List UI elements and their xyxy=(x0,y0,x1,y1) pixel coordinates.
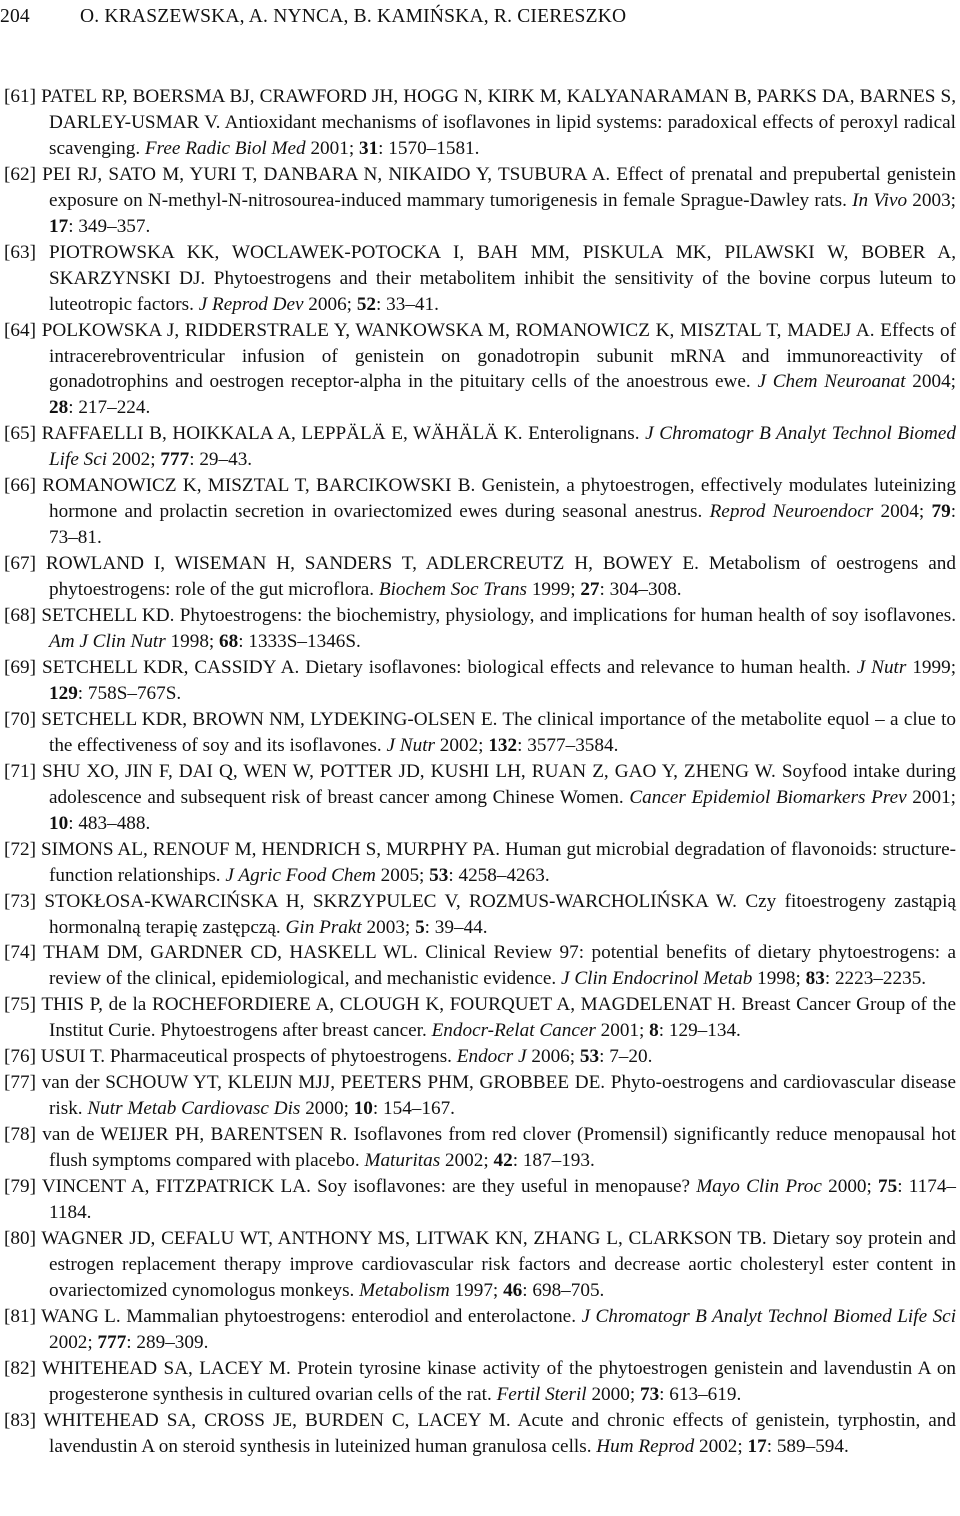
reference-number: [80] xyxy=(4,1227,36,1249)
reference-journal: Free Radic Biol Med xyxy=(144,137,306,159)
reference-year: 2000; xyxy=(828,1176,872,1198)
reference-number: [81] xyxy=(4,1305,36,1327)
reference-year: 2002; xyxy=(49,1331,93,1353)
reference-item xyxy=(4,1304,956,1356)
reference-year: 2004; xyxy=(912,371,957,393)
reference-journal: Metabolism xyxy=(359,1279,450,1301)
reference-authors: ROWLAND I, WISEMAN H, SANDERS T, ADLERCREUTZ H, BOWEY E. xyxy=(45,553,699,575)
reference-volume: 79 xyxy=(931,501,951,523)
reference-number: [78] xyxy=(4,1124,36,1146)
reference-item xyxy=(4,240,956,318)
reference-year: 2002; xyxy=(111,449,156,471)
reference-pages: : 698–705. xyxy=(522,1279,605,1301)
reference-item xyxy=(4,1122,956,1174)
reference-number: [63] xyxy=(4,241,36,263)
reference-journal: In Vivo xyxy=(852,189,908,211)
reference-item xyxy=(4,1044,956,1070)
reference-year: 1998; xyxy=(757,968,801,990)
reference-volume: 8 xyxy=(649,1020,659,1042)
reference-authors: VINCENT A, FITZPATRICK LA. xyxy=(41,1176,311,1198)
reference-volume: 17 xyxy=(747,1435,767,1457)
reference-year: 2002; xyxy=(439,734,484,756)
reference-year: 2003; xyxy=(366,916,411,938)
reference-volume: 5 xyxy=(415,916,425,938)
reference-volume: 10 xyxy=(49,812,69,834)
reference-number: [76] xyxy=(4,1046,36,1068)
reference-authors: USUI T. xyxy=(40,1046,106,1068)
reference-pages: : 3577–3584. xyxy=(517,734,619,756)
reference-year: 1997; xyxy=(454,1279,499,1301)
reference-pages: : 33–41. xyxy=(376,293,439,315)
reference-number: [71] xyxy=(4,760,36,782)
reference-pages: : 349–357. xyxy=(68,215,151,237)
reference-volume: 75 xyxy=(878,1176,898,1198)
reference-journal: Reprod Neuroendocr xyxy=(709,501,874,523)
reference-item xyxy=(4,1174,956,1226)
reference-title: Soy isoflavones: are they useful in menopause? xyxy=(317,1176,690,1198)
reference-item xyxy=(4,992,956,1044)
reference-number: [70] xyxy=(4,708,36,730)
reference-journal: Mayo Clin Proc xyxy=(696,1176,822,1198)
reference-authors: PATEL RP, BOERSMA BJ, CRAWFORD JH, HOGG N, KIRK M, KALYANARAMAN B, PARKS DA, BARNES S, DARLEY-USMAR V. xyxy=(41,86,957,133)
reference-item xyxy=(4,162,956,240)
reference-pages: : 39–44. xyxy=(424,916,488,938)
reference-item xyxy=(4,1356,956,1408)
reference-title: Breast Cancer Group of the Institut Curie. Phytoestrogens after breast cancer. xyxy=(49,994,956,1042)
reference-title: Clinical Review 97: potential benefits of dietary phytoestrogens: a review of the clinical, epidemiological, and mechanistic evidence. xyxy=(49,942,957,990)
reference-item xyxy=(4,1226,956,1304)
reference-authors: WHITEHEAD SA, CROSS JE, BURDEN C, LACEY M. xyxy=(43,1409,511,1431)
reference-title: Soyfood intake during adolescence and subsequent risk of breast cancer among Chinese Women. xyxy=(49,760,956,808)
reference-number: [61] xyxy=(4,86,36,107)
reference-number: [72] xyxy=(4,838,36,860)
reference-title: Pharmaceutical prospects of phytoestrogens. xyxy=(109,1046,452,1068)
reference-number: [65] xyxy=(4,423,36,445)
reference-title: Mammalian phytoestrogens: enterodiol and enterolactone. xyxy=(126,1305,576,1327)
reference-journal: Endocr-Relat Cancer xyxy=(431,1020,596,1042)
reference-number: [75] xyxy=(4,994,36,1016)
reference-volume: 777 xyxy=(97,1331,127,1353)
reference-title: Dietary isoflavones: biological effects and relevance to human health. xyxy=(305,656,851,678)
reference-item xyxy=(4,318,956,422)
reference-number: [67] xyxy=(4,553,36,575)
reference-pages: : 758S–767S. xyxy=(77,682,182,704)
reference-item xyxy=(4,84,956,162)
reference-volume: 129 xyxy=(49,682,78,704)
reference-number: [79] xyxy=(4,1176,36,1198)
reference-pages: : 129–134. xyxy=(658,1020,741,1042)
reference-pages: : 483–488. xyxy=(68,812,151,834)
reference-title: Effect of prenatal and prepubertal genistein exposure on N-methyl-N-nitrosourea-induced mammary tumorigenesis in female Sprague-Dawley rats. xyxy=(49,163,956,211)
reference-authors: THIS P, de la ROCHEFORDIERE A, CLOUGH K, FOURQUET A, MAGDELENAT H. xyxy=(41,994,736,1016)
reference-volume: 68 xyxy=(219,631,239,653)
reference-authors: van de WEIJER PH, BARENTSEN R. xyxy=(42,1124,348,1146)
reference-journal: J Clin Endocrinol Metab xyxy=(561,968,753,990)
reference-title: Isoflavones from red clover (Promensil) significantly reduce menopausal hot flush symptoms compared with placebo. xyxy=(49,1124,957,1172)
reference-volume: 28 xyxy=(49,397,69,419)
reference-number: [66] xyxy=(4,475,36,497)
reference-volume: 53 xyxy=(579,1046,600,1068)
reference-pages: : 613–619. xyxy=(659,1383,742,1405)
reference-year: 2005; xyxy=(380,864,425,886)
reference-authors: WAGNER JD, CEFALU WT, ANTHONY MS, LITWAK KN, ZHANG L, CLARKSON TB. xyxy=(41,1227,767,1249)
reference-item xyxy=(4,603,956,655)
reference-title: Phytoestrogens and their metabolitem inhibit the sensitivity of the bovine corpus luteum to luteotropic factors. xyxy=(49,267,956,315)
reference-title: Phyto-oestrogens and cardiovascular disease risk. xyxy=(49,1072,957,1120)
reference-volume: 17 xyxy=(49,215,69,237)
reference-authors: THAM DM, GARDNER CD, HASKELL WL. xyxy=(43,942,418,964)
reference-volume: 31 xyxy=(358,137,379,159)
reference-pages: : 4258–4263. xyxy=(448,864,550,886)
reference-item xyxy=(4,551,956,603)
reference-year: 1999; xyxy=(531,579,576,601)
reference-authors: PEI RJ, SATO M, YURI T, DANBARA N, NIKAIDO Y, TSUBURA A. xyxy=(42,163,611,185)
reference-title: Czy fitoestrogeny zastąpią hormonalną terapię zastępczą. xyxy=(49,890,956,938)
reference-authors: POLKOWSKA J, RIDDERSTRALE Y, WANKOWSKA M, ROMANOWICZ K, MISZTAL T, MADEJ A. xyxy=(41,319,875,341)
reference-number: [62] xyxy=(4,163,36,185)
reference-item xyxy=(4,759,956,837)
reference-title: Antioxidant mechanisms of isoflavones in lipid systems: paradoxical effects of peroxyl radical scavenging. xyxy=(49,111,956,159)
reference-journal: J Chromatogr B Analyt Technol Biomed Life Sci xyxy=(581,1305,957,1327)
reference-volume: 10 xyxy=(353,1098,373,1120)
reference-year: 1999; xyxy=(912,656,957,678)
reference-pages: : 187–193. xyxy=(512,1150,595,1172)
reference-pages: : 154–167. xyxy=(372,1098,455,1120)
reference-authors: SIMONS AL, RENOUF M, HENDRICH S, MURPHY PA. xyxy=(40,838,501,860)
reference-year: 2001; xyxy=(912,786,957,808)
reference-number: [82] xyxy=(4,1357,36,1379)
reference-title: Phytoestrogens: the biochemistry, physiology, and implications for human health of soy isoflavones. xyxy=(179,605,957,627)
reference-year: 1998; xyxy=(170,631,215,653)
reference-volume: 83 xyxy=(805,968,825,990)
reference-journal: Nutr Metab Cardiovasc Dis xyxy=(87,1098,301,1120)
reference-pages: : 73–81. xyxy=(49,501,957,549)
reference-volume: 42 xyxy=(493,1150,513,1172)
reference-authors: ROMANOWICZ K, MISZTAL T, BARCIKOWSKI B. xyxy=(42,475,476,497)
reference-volume: 132 xyxy=(488,734,518,756)
reference-title: Effects of intracerebroventricular infusion of genistein on gonadotropin subunit mRNA and immunoreactivity of gonadotrophins and oestrogen receptor-alpha in the pituitary cells of the anoestrous ewe. xyxy=(49,319,957,393)
reference-item xyxy=(4,421,956,473)
reference-volume: 27 xyxy=(580,579,600,601)
reference-title: Genistein, a phytoestrogen, effectively modulates luteinizing hormone and prolactin secretion in ovariectomized ewes during seasonal anestrus. xyxy=(49,475,957,523)
reference-year: 2006; xyxy=(308,293,353,315)
reference-pages: : 1174–1184. xyxy=(49,1176,957,1223)
page-number: 204 xyxy=(0,6,30,27)
reference-pages: : 29–43. xyxy=(189,449,253,471)
reference-title: The clinical importance of the metabolite equol – a clue to the effectiveness of soy and its isoflavones. xyxy=(49,708,957,756)
reference-list xyxy=(4,84,956,1460)
reference-number: [73] xyxy=(4,890,36,912)
reference-title: Human gut microbial degradation of flavonoids: structure-function relationships. xyxy=(49,838,957,886)
reference-pages: : 289–309. xyxy=(126,1331,209,1353)
reference-authors: SHU XO, JIN F, DAI Q, WEN W, POTTER JD, KUSHI LH, RUAN Z, GAO Y, ZHENG W. xyxy=(42,760,776,782)
reference-journal: Maturitas xyxy=(364,1150,441,1172)
reference-volume: 53 xyxy=(429,864,449,886)
reference-journal: Am J Clin Nutr xyxy=(49,631,166,653)
reference-title: Dietary soy protein and estrogen replacement therapy improve cardiovascular risk factors and decrease aortic cholesteryl ester content in ovariectomized cynomologus monkeys. xyxy=(49,1227,956,1301)
reference-item xyxy=(4,837,956,889)
reference-volume: 73 xyxy=(639,1383,660,1405)
reference-item xyxy=(4,707,956,759)
reference-authors: WANG L. xyxy=(41,1305,121,1327)
reference-volume: 52 xyxy=(356,293,376,315)
reference-item xyxy=(4,1408,956,1460)
reference-item xyxy=(4,655,956,707)
reference-authors: SETCHELL KD. xyxy=(41,605,175,627)
reference-authors: RAFFAELLI B, HOIKKALA A, LEPPÄLÄ E, WÄHÄLÄ K. xyxy=(41,423,523,445)
reference-item xyxy=(4,940,956,992)
reference-year: 2004; xyxy=(880,501,925,523)
reference-title: Protein tyrosine kinase activity of the phytoestrogen genistein and lavendustin A on progesterone synthesis in cultured ovarian cells of the rat. xyxy=(49,1357,957,1405)
reference-pages: : 217–224. xyxy=(68,397,151,419)
reference-authors: STOKŁOSA-KWARCIŃSKA H, SKRZYPULEC V, ROZMUS-WARCHOLIŃSKA W. xyxy=(44,890,737,912)
reference-authors: SETCHELL KDR, CASSIDY A. xyxy=(41,656,300,678)
reference-volume: 46 xyxy=(503,1279,523,1301)
reference-authors: van der SCHOUW YT, KLEIJN MJJ, PEETERS PHM, GROBBEE DE. xyxy=(41,1072,606,1094)
reference-journal: Fertil Steril xyxy=(496,1383,587,1405)
reference-year: 2003; xyxy=(912,189,957,211)
reference-number: [64] xyxy=(4,319,36,341)
reference-pages: : 304–308. xyxy=(599,579,682,601)
reference-pages: : 7–20. xyxy=(599,1046,653,1068)
reference-year: 2002; xyxy=(698,1435,743,1457)
reference-journal: Biochem Soc Trans xyxy=(378,579,528,601)
reference-pages: : 589–594. xyxy=(766,1435,849,1457)
page-header xyxy=(0,6,960,30)
reference-journal: J Nutr xyxy=(856,656,907,678)
reference-year: 2002; xyxy=(444,1150,489,1172)
reference-number: [68] xyxy=(4,605,36,627)
reference-pages: : 1333S–1346S. xyxy=(238,631,361,653)
reference-authors: WHITEHEAD SA, LACEY M. xyxy=(42,1357,291,1379)
reference-journal: J Reprod Dev xyxy=(198,293,304,315)
reference-journal: Cancer Epidemiol Biomarkers Prev xyxy=(629,786,907,808)
reference-pages: : 1570–1581. xyxy=(378,137,480,159)
reference-journal: Endocr J xyxy=(456,1046,527,1068)
reference-journal: J Chromatogr B Analyt Technol Biomed Life Sci xyxy=(49,423,957,471)
reference-number: [74] xyxy=(4,942,36,964)
reference-year: 2006; xyxy=(531,1046,576,1068)
reference-journal: Hum Reprod xyxy=(596,1435,695,1457)
reference-title: Metabolism of oestrogens and phytoestrogens: role of the gut microflora. xyxy=(49,553,956,601)
running-head: O. KRASZEWSKA, A. NYNCA, B. KAMIŃSKA, R. CIERESZKO xyxy=(80,6,627,27)
reference-volume: 777 xyxy=(160,449,190,471)
reference-journal: J Chem Neuroanat xyxy=(757,371,906,393)
reference-number: [77] xyxy=(4,1072,36,1094)
reference-authors: PIOTROWSKA KK, WOCLAWEK-POTOCKA I, BAH MM, PISKULA MK, PILAWSKI W, BOBER A, SKARZYNSKI DJ. xyxy=(49,241,957,289)
reference-journal: J Agric Food Chem xyxy=(225,864,376,886)
reference-year: 2001; xyxy=(600,1020,645,1042)
reference-year: 2000; xyxy=(305,1098,349,1120)
reference-journal: Gin Prakt xyxy=(285,916,362,938)
reference-authors: SETCHELL KDR, BROWN NM, LYDEKING-OLSEN E. xyxy=(41,708,498,730)
reference-pages: : 2223–2235. xyxy=(824,968,927,990)
reference-item xyxy=(4,473,956,551)
reference-number: [83] xyxy=(4,1409,36,1431)
reference-item xyxy=(4,889,956,941)
reference-year: 2000; xyxy=(591,1383,636,1405)
reference-number: [69] xyxy=(4,656,36,678)
reference-title: Enterolignans. xyxy=(528,423,640,445)
reference-title: Acute and chronic effects of genistein, tyrphostin, and lavendustin A on steroid synthesis in luteinized human granulosa cells. xyxy=(49,1409,956,1457)
reference-year: 2001; xyxy=(310,137,355,159)
reference-item xyxy=(4,1070,956,1122)
reference-journal: J Nutr xyxy=(386,734,435,756)
